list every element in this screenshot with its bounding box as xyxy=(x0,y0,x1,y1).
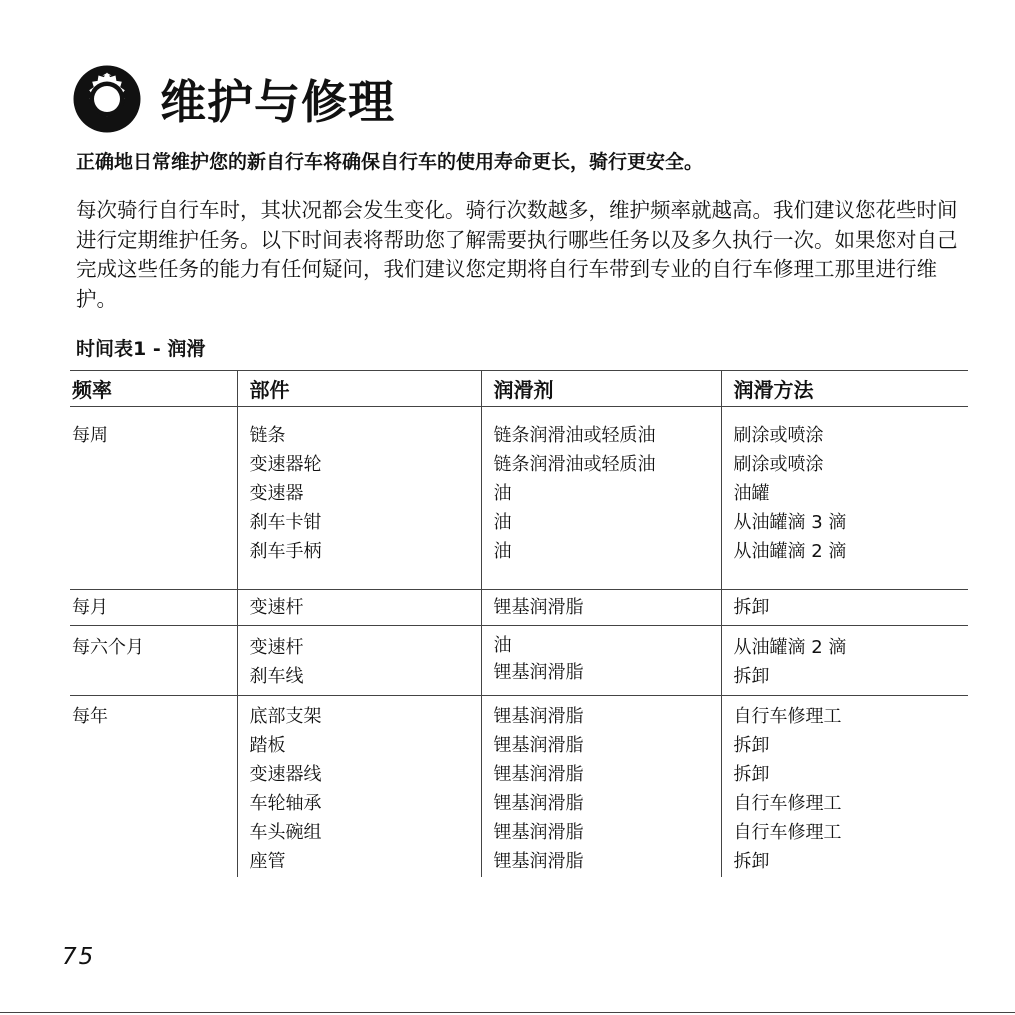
part-cell: 变速器轮 xyxy=(249,454,322,475)
page-header xyxy=(72,64,395,134)
table-row xyxy=(70,407,968,590)
method-cell: 从油罐滴 2 滴 xyxy=(733,541,847,562)
method-cell: 拆卸 xyxy=(733,764,770,785)
part-cell: 变速器 xyxy=(249,483,304,504)
header-method: 润滑方法 xyxy=(721,371,968,407)
lubrication-table xyxy=(70,370,968,877)
part-cell: 变速器线 xyxy=(249,764,322,785)
table-header-row xyxy=(70,371,968,407)
method-cell: 从油罐滴 3 滴 xyxy=(733,512,847,533)
method-cell: 刷涂或喷涂 xyxy=(733,454,824,475)
part-cell: 踏板 xyxy=(249,735,286,756)
lubricant-cell: 油 xyxy=(493,483,512,504)
lubricant-cell: 油 xyxy=(493,541,512,562)
part-cell: 底部支架 xyxy=(249,706,322,727)
intro-paragraph: 每次骑行自行车时，其状况都会发生变化。骑行次数越多，维护频率就越高。我们建议您花些时间进行定期维护任务。以下时间表将帮助您了解需要执行哪些任务以及多久执行一次。如果您对自己完成这些任务的能力有任何疑问，我们建议您定期将自行车带到专业的自行车修理工那里进行维护。 xyxy=(76,198,958,311)
method-cell: 刷涂或喷涂 xyxy=(733,425,824,446)
frequency-cell: 每六个月 xyxy=(72,637,144,658)
lubricant-cell: 锂基润滑脂 xyxy=(493,793,584,814)
part-cell: 变速杆 xyxy=(249,597,304,618)
lubricant-cell: 链条润滑油或轻质油 xyxy=(493,425,656,446)
part-cell: 车头碗组 xyxy=(249,822,322,843)
method-cell: 油罐 xyxy=(733,483,770,504)
frequency-cell: 每月 xyxy=(72,597,108,618)
table-row xyxy=(70,696,968,878)
page-title: 维护与修理 xyxy=(160,75,395,129)
method-cell: 自行车修理工 xyxy=(733,822,842,843)
method-cell: 拆卸 xyxy=(733,851,770,872)
method-cell: 自行车修理工 xyxy=(733,706,842,727)
lubricant-cell: 油 xyxy=(493,512,512,533)
gear-icon xyxy=(72,64,142,134)
lubricant-cell: 锂基润滑脂 xyxy=(493,764,584,785)
frequency-cell: 每年 xyxy=(72,706,108,727)
lubricant-cell: 锂基润滑脂 xyxy=(493,662,584,683)
method-cell: 从油罐滴 2 滴 xyxy=(733,637,847,658)
part-cell: 刹车手柄 xyxy=(249,541,322,562)
lubricant-cell: 锂基润滑脂 xyxy=(493,851,584,872)
footer-divider xyxy=(0,1012,1015,1013)
table-row xyxy=(70,626,968,696)
lubricant-cell: 锂基润滑脂 xyxy=(493,822,584,843)
lubricant-cell: 锂基润滑脂 xyxy=(493,735,584,756)
method-cell: 拆卸 xyxy=(733,597,770,618)
part-cell: 座管 xyxy=(249,851,286,872)
method-cell: 拆卸 xyxy=(733,735,770,756)
method-cell: 拆卸 xyxy=(733,666,770,687)
header-frequency: 频率 xyxy=(70,371,237,407)
page-number: 75 xyxy=(62,944,96,970)
lubricant-cell: 油 xyxy=(493,635,512,656)
lubricant-cell: 锂基润滑脂 xyxy=(493,706,584,727)
part-cell: 刹车卡钳 xyxy=(249,512,322,533)
header-part: 部件 xyxy=(237,371,481,407)
header-lubricant: 润滑剂 xyxy=(481,371,721,407)
part-cell: 刹车线 xyxy=(249,666,304,687)
subtitle: 正确地日常维护您的新自行车将确保自行车的使用寿命更长，骑行更安全。 xyxy=(76,151,704,173)
part-cell: 车轮轴承 xyxy=(249,793,322,814)
method-cell: 自行车修理工 xyxy=(733,793,842,814)
schedule-title: 时间表1 - 润滑 xyxy=(76,338,206,360)
part-cell: 变速杆 xyxy=(249,637,304,658)
lubricant-cell: 链条润滑油或轻质油 xyxy=(493,454,656,475)
frequency-cell: 每周 xyxy=(72,425,108,446)
part-cell: 链条 xyxy=(249,425,286,446)
table-row xyxy=(70,590,968,626)
lubricant-cell: 锂基润滑脂 xyxy=(493,597,584,618)
